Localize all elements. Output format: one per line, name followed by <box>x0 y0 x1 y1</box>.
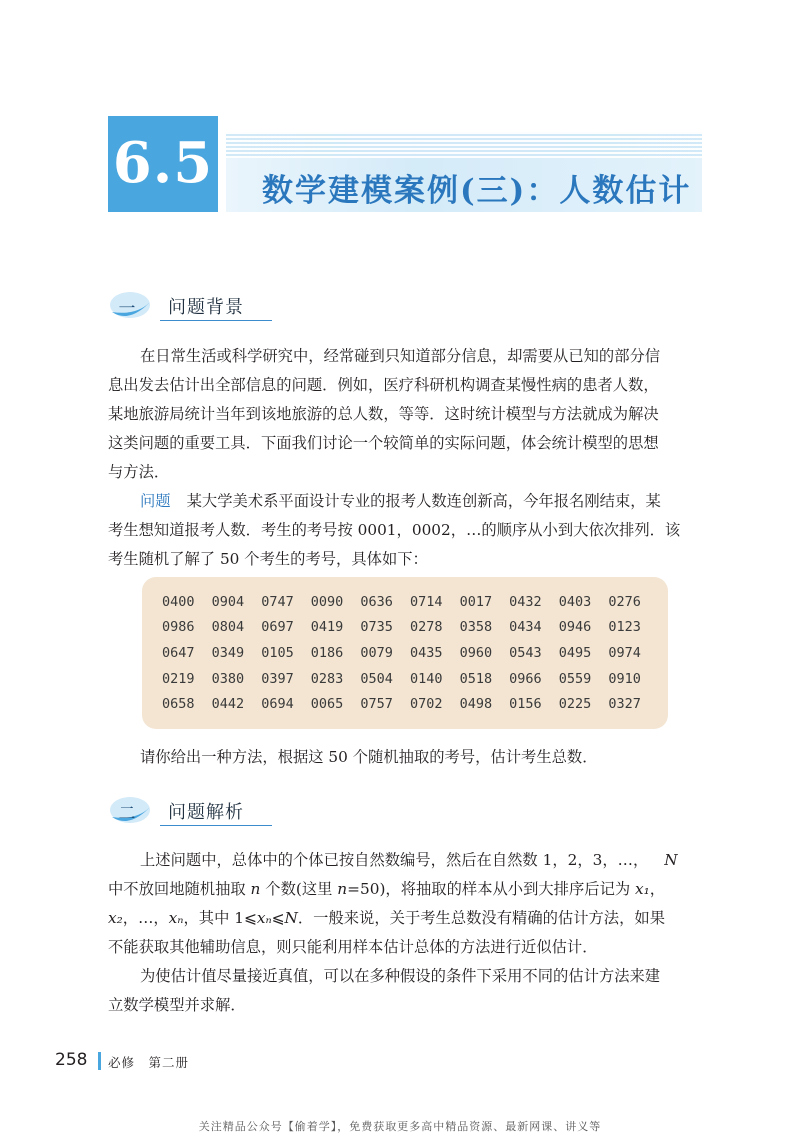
question-paragraph <box>140 743 702 772</box>
var-xn: xₙ <box>168 909 184 927</box>
exam-number-cell: 0910 <box>608 670 641 687</box>
exam-number-cell: 0498 <box>459 696 493 713</box>
background-paragraph <box>108 342 702 487</box>
exam-number-cell: 0504 <box>360 670 393 687</box>
exam-number-cell: 0559 <box>558 670 592 687</box>
footer-divider <box>98 1052 101 1070</box>
exam-number-cell: 0283 <box>310 670 344 687</box>
exam-number-cell: 0966 <box>509 670 542 687</box>
exam-number-cell: 0349 <box>211 644 245 661</box>
exam-number-cell: 0647 <box>162 644 195 661</box>
exam-number-cell: 0432 <box>509 593 542 610</box>
exam-number-cell: 0747 <box>261 593 294 610</box>
exam-number-cell: 0904 <box>211 593 245 610</box>
exam-number-cell: 0225 <box>558 696 592 713</box>
exam-number-cell: 0156 <box>509 696 542 713</box>
paragraph-line: 与方法． <box>108 463 170 481</box>
problem-text: 某大学美术系平面设计专业的报考人数连创新高，今年报名刚结束，某 <box>186 492 661 510</box>
page-footer <box>55 1050 255 1074</box>
chapter-title-stripes <box>226 132 702 158</box>
section-underline <box>160 320 272 321</box>
analysis-text: ，…， <box>122 909 169 927</box>
exam-number-table <box>162 589 658 717</box>
section-title: 问题解析 <box>168 802 244 823</box>
var-n: n <box>250 880 261 898</box>
exam-number-cell: 0105 <box>261 644 294 661</box>
section-underline <box>160 825 272 826</box>
exam-number-cell: 0702 <box>409 696 443 713</box>
question-line: 请你给出一种方法，根据这 50 个随机抽取的考号，估计考生总数． <box>140 748 598 766</box>
analysis-line-2 <box>108 875 702 904</box>
exam-number-cell: 0658 <box>162 696 195 713</box>
exam-number-cell: 0757 <box>360 696 393 713</box>
analysis-text: 上述问题中，总体中的个体已按自然数编号，然后在自然数 1，2，3，…， <box>140 851 649 869</box>
section-numeral: 一 <box>118 299 136 319</box>
exam-number-cell: 0400 <box>162 593 195 610</box>
book-name: 必修 第二册 <box>108 1055 190 1070</box>
watermark-text: 关注精品公众号【偷着学】，免费获取更多高中精品资源、最新网课、讲义等 <box>198 1120 602 1133</box>
chapter-number-box <box>108 116 218 212</box>
analysis-line-3 <box>108 904 702 933</box>
exam-number-cell: 0946 <box>558 619 592 636</box>
exam-number-cell: 0017 <box>459 593 493 610</box>
exam-number-cell: 0123 <box>608 619 641 636</box>
analysis-text: =50)，将抽取的样本从小到大排序后记为 <box>347 880 636 898</box>
var-N: N <box>284 909 298 927</box>
chapter-number: 6.5 <box>112 130 214 196</box>
analysis-text: ， <box>649 880 666 898</box>
paragraph-line: 这类问题的重要工具．下面我们讨论一个较简单的实际问题，体会统计模型的思想 <box>108 434 659 452</box>
exam-number-cell: 0543 <box>509 644 542 661</box>
exam-number-row <box>162 589 658 615</box>
paragraph-line: 在日常生活或科学研究中，经常碰到只知道部分信息，却需要从已知的部分信 <box>140 347 661 365</box>
exam-number-row <box>162 615 658 641</box>
exam-number-cell: 0186 <box>310 644 344 661</box>
exam-number-cell: 0219 <box>162 670 195 687</box>
var-x2: x₂ <box>108 909 123 927</box>
analysis-text: 个数(这里 <box>260 880 338 898</box>
section-badge <box>108 795 150 825</box>
var-n: n <box>337 880 348 898</box>
exam-number-row <box>162 666 658 692</box>
exam-number-cell: 0636 <box>360 593 393 610</box>
exam-number-cell: 0380 <box>211 670 245 687</box>
var-N: N <box>664 851 678 869</box>
exam-number-cell: 0694 <box>261 696 294 713</box>
section-header-analysis <box>108 795 288 831</box>
exam-number-cell: 0065 <box>310 696 344 713</box>
section-badge <box>108 290 150 320</box>
exam-number-cell: 0735 <box>360 619 393 636</box>
exam-number-row <box>162 691 658 717</box>
chapter-title: 数学建模案例(三)：人数估计 <box>262 173 692 209</box>
exam-number-cell: 0697 <box>261 619 294 636</box>
paragraph-line: 某地旅游局统计当年到该地旅游的总人数，等等．这时统计模型与方法就成为解决 <box>108 405 659 423</box>
exam-number-cell: 0140 <box>409 670 443 687</box>
exam-number-cell: 0518 <box>459 670 493 687</box>
problem-line-2: 考生想知道报考人数．考生的考号按 0001，0002，…的顺序从小到大依次排列．该 <box>108 521 681 539</box>
exam-number-cell: 0974 <box>608 644 641 661</box>
var-xn: xₙ <box>256 909 272 927</box>
exam-number-row <box>162 640 658 666</box>
analysis-line-5: 为使估计值尽量接近真值，可以在多种假设的条件下采用不同的估计方法来建 <box>140 967 661 985</box>
exam-number-cell: 0090 <box>310 593 344 610</box>
exam-number-cell: 0419 <box>310 619 344 636</box>
problem-line-1 <box>140 487 702 516</box>
section-numeral: 二 <box>118 804 136 824</box>
exam-number-cell: 0960 <box>459 644 493 661</box>
analysis-line-6: 立数学模型并求解． <box>108 996 246 1014</box>
exam-number-cell: 0278 <box>409 619 443 636</box>
analysis-text: ⩽ <box>271 909 285 927</box>
page-number: 258 <box>55 1050 88 1070</box>
exam-number-cell: 0434 <box>509 619 542 636</box>
analysis-text: 中不放回地随机抽取 <box>108 880 251 898</box>
exam-number-cell: 0358 <box>459 619 493 636</box>
section-title: 问题背景 <box>168 297 244 318</box>
analysis-paragraph <box>108 846 702 1020</box>
exam-number-cell: 0442 <box>211 696 245 713</box>
problem-line-3: 考生随机了解了 50 个考生的考号，具体如下： <box>108 550 428 568</box>
exam-number-cell: 0079 <box>360 644 393 661</box>
exam-number-cell: 0276 <box>608 593 641 610</box>
analysis-text: ，其中 1⩽ <box>183 909 257 927</box>
exam-number-cell: 0327 <box>608 696 641 713</box>
exam-number-cell: 0804 <box>211 619 245 636</box>
section-header-background <box>108 290 288 326</box>
var-x1: x₁ <box>635 880 650 898</box>
exam-number-cell: 0397 <box>261 670 294 687</box>
exam-number-cell: 0495 <box>558 644 592 661</box>
exam-number-cell: 0714 <box>409 593 443 610</box>
exam-number-box <box>142 577 668 729</box>
analysis-text: ．一般来说，关于考生总数没有精确的估计方法，如果 <box>297 909 665 927</box>
analysis-line-1 <box>140 846 702 875</box>
paragraph-line: 息出发去估计出全部信息的问题．例如，医疗科研机构调查某慢性病的患者人数， <box>108 376 659 394</box>
exam-number-cell: 0986 <box>162 619 195 636</box>
analysis-line-4: 不能获取其他辅助信息，则只能利用样本估计总体的方法进行近似估计． <box>108 938 598 956</box>
problem-paragraph <box>108 487 702 574</box>
exam-number-cell: 0403 <box>558 593 592 610</box>
exam-number-cell: 0435 <box>409 644 443 661</box>
problem-label: 问题 <box>140 492 171 510</box>
